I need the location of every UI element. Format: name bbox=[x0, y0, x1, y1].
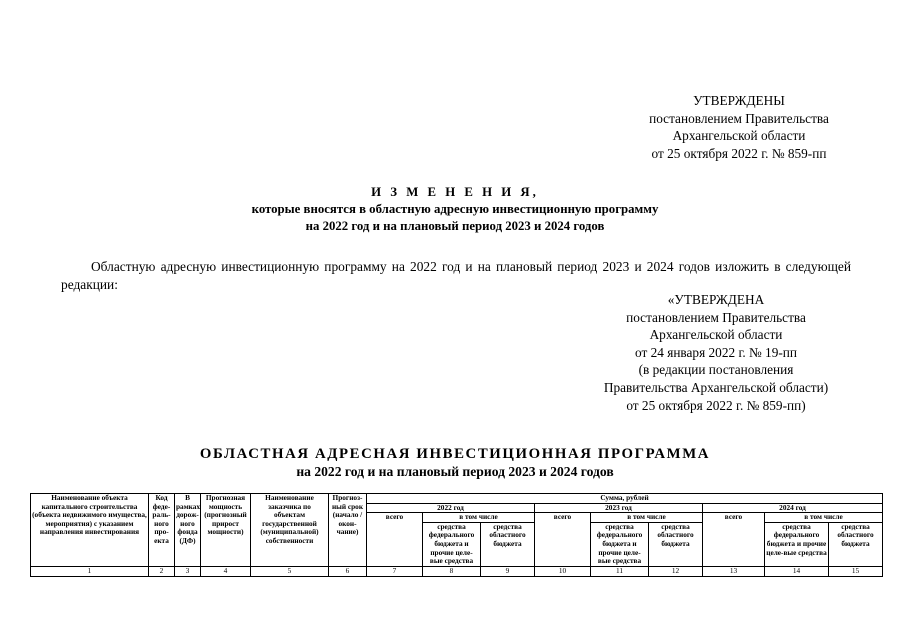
program-table bbox=[30, 493, 883, 577]
header-year-2024: 2024 год bbox=[703, 503, 883, 513]
header-regional-2024: средства областного бюджета bbox=[829, 522, 883, 566]
column-number: 12 bbox=[649, 566, 703, 576]
column-number: 8 bbox=[423, 566, 481, 576]
header-road-fund: В рамках дорож-ного фонда (ДФ) bbox=[175, 494, 201, 567]
column-number: 15 bbox=[829, 566, 883, 576]
header-federal-2024: средства федерального бюджета и прочие целе-вые средства bbox=[765, 522, 829, 566]
header-term: Прогноз-ный срок (начало /окон-чание) bbox=[329, 494, 367, 567]
header-year-2022: 2022 год bbox=[367, 503, 535, 513]
approval-line: от 25 октября 2022 г. № 859-пп bbox=[651, 145, 827, 161]
column-number: 2 bbox=[149, 566, 175, 576]
column-number: 9 bbox=[481, 566, 535, 576]
header-regional-2022: средства областного бюджета bbox=[481, 522, 535, 566]
intro-paragraph bbox=[61, 258, 851, 294]
column-number: 3 bbox=[175, 566, 201, 576]
column-number: 5 bbox=[251, 566, 329, 576]
header-total-2022: всего bbox=[367, 513, 423, 567]
header-including-2023: в том числе bbox=[591, 513, 703, 523]
header-amount: Сумма, рублей bbox=[367, 494, 883, 504]
changes-subtitle-line: которые вносятся в областную адресную инвестиционную программу bbox=[251, 202, 659, 216]
header-federal-project-code: Код феде-раль-ного про-екта bbox=[149, 494, 175, 567]
program-heading bbox=[60, 446, 850, 480]
approval-line: (в редакции постановления bbox=[638, 362, 794, 378]
column-number: 10 bbox=[535, 566, 591, 576]
approval-line: «УТВЕРЖДЕНА bbox=[667, 292, 765, 307]
column-number-row bbox=[31, 566, 883, 576]
approval-line: постановлением Правительства bbox=[626, 309, 806, 325]
program-subtitle: на 2022 год и на плановый период 2023 и 2024 годов bbox=[296, 464, 614, 479]
header-total-2023: всего bbox=[535, 513, 591, 567]
column-number: 4 bbox=[201, 566, 251, 576]
column-number: 6 bbox=[329, 566, 367, 576]
approval-line: Архангельской области bbox=[672, 128, 806, 144]
column-number: 11 bbox=[591, 566, 649, 576]
approval-line: от 25 октября 2022 г. № 859-пп) bbox=[626, 397, 806, 413]
header-object-name: Наименование объекта капитального строительства (объекта недвижимого имущества, мероприятия) с указанием направления инвестирования bbox=[31, 494, 149, 567]
approval-line: Правительства Архангельской области) bbox=[603, 379, 829, 395]
program-approval-stamp bbox=[582, 291, 850, 414]
header-customer: Наименование заказчика по объектам государственной (муниципальной) собственности bbox=[251, 494, 329, 567]
changes-title: И З М Е Н Е Н И Я, bbox=[371, 185, 539, 199]
approval-line: Архангельской области bbox=[649, 327, 783, 343]
header-including-2024: в том числе bbox=[765, 513, 883, 523]
changes-subtitle-line: на 2022 год и на плановый период 2023 и 2024 годов bbox=[305, 219, 605, 233]
column-number: 13 bbox=[703, 566, 765, 576]
approval-line: УТВЕРЖДЕНЫ bbox=[693, 93, 785, 108]
column-number: 7 bbox=[367, 566, 423, 576]
header-capacity: Прогнозная мощность (прогнозный прирост мощности) bbox=[201, 494, 251, 567]
header-year-2023: 2023 год bbox=[535, 503, 703, 513]
approval-line: от 24 января 2022 г. № 19-пп bbox=[634, 344, 798, 360]
intro-text: Областную адресную инвестиционную программу на 2022 год и на плановый период 2023 и 2024 годов изложить в следующей редакции: bbox=[61, 259, 851, 292]
approval-line: постановлением Правительства bbox=[649, 110, 829, 126]
program-title: ОБЛАСТНАЯ АДРЕСНАЯ ИНВЕСТИЦИОННАЯ ПРОГРАММА bbox=[199, 446, 711, 462]
changes-heading bbox=[60, 184, 850, 235]
column-number: 1 bbox=[31, 566, 149, 576]
header-regional-2023: средства областного бюджета bbox=[649, 522, 703, 566]
header-total-2024: всего bbox=[703, 513, 765, 567]
approval-stamp bbox=[628, 92, 850, 162]
column-number: 14 bbox=[765, 566, 829, 576]
header-federal-2023: средства федерального бюджета и прочие целе-вые средства bbox=[591, 522, 649, 566]
header-federal-2022: средства федерального бюджета и прочие целе-вые средства bbox=[423, 522, 481, 566]
header-including-2022: в том числе bbox=[423, 513, 535, 523]
